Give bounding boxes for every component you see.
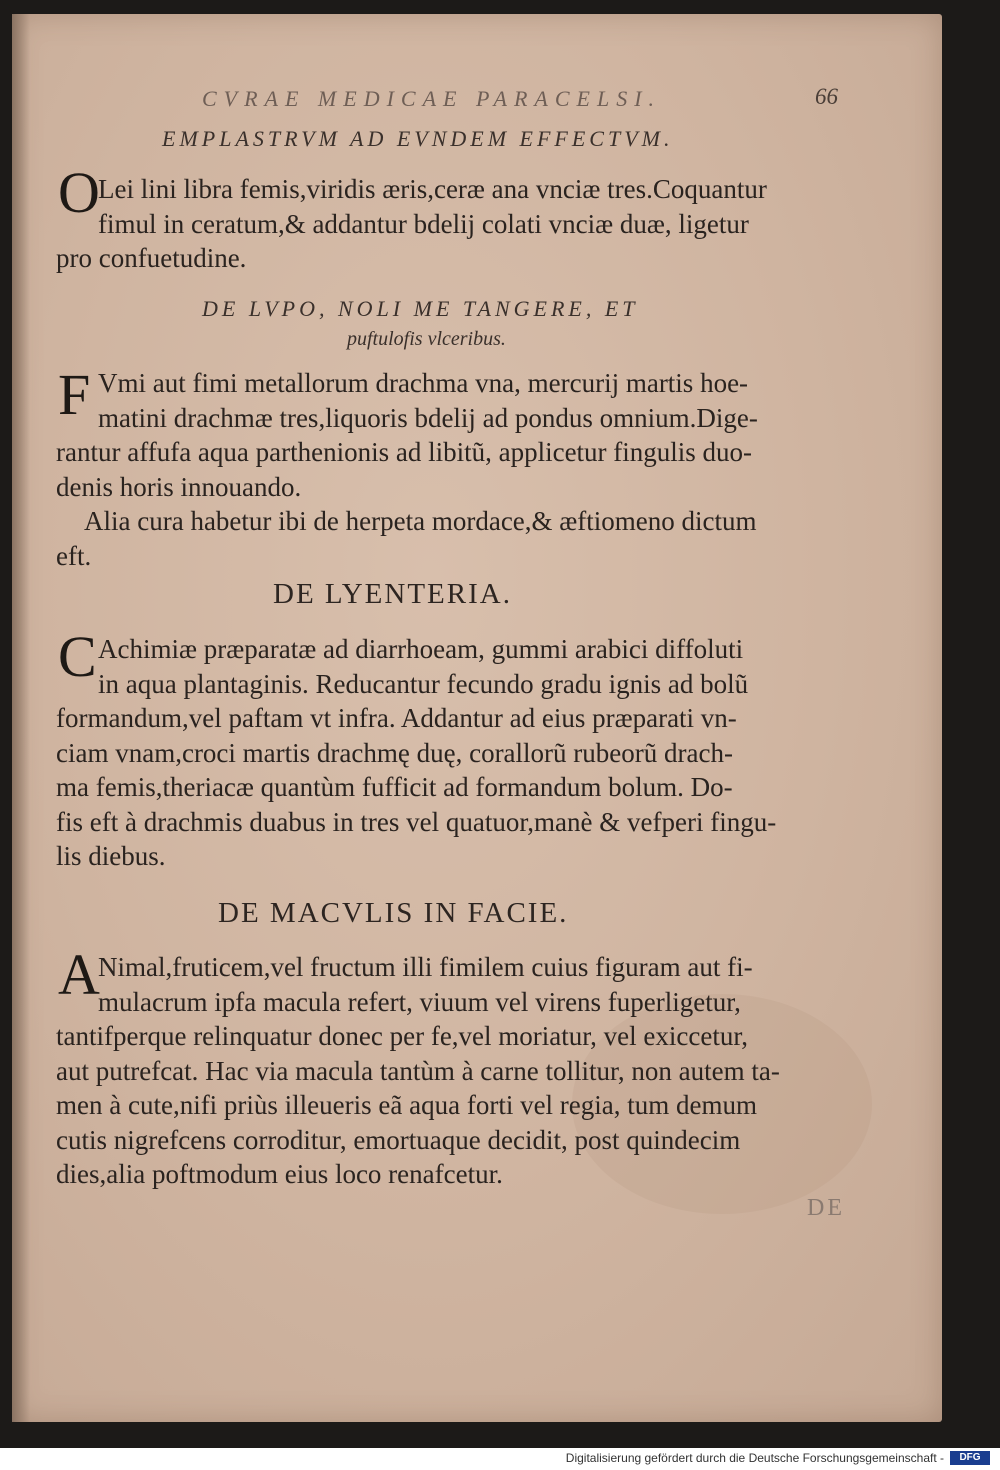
- drop-cap-a: A: [58, 942, 100, 1007]
- text-line: Alia cura habetur ibi de herpeta mordace,& æftiomeno dictum: [84, 506, 757, 536]
- drop-cap-f: F: [58, 362, 91, 427]
- text-line: Lei lini libra femis,viridis æris,ceræ ana vnciæ tres.Coquantur: [98, 174, 767, 204]
- text-line: eft.: [56, 540, 92, 571]
- text-line: mulacrum ipfa macula refert, viuum vel virens fuperligetur,: [98, 986, 741, 1017]
- text-line: rantur affufa aqua parthenionis ad libitũ, applicetur fingulis duo-: [56, 437, 753, 467]
- text-line: aut putrefcat. Hac via macula tantùm à carne tollitur, non autem ta-: [56, 1055, 780, 1086]
- section-title-lyenteria: DE LYENTERIA.: [273, 578, 512, 610]
- text-line: lis diebus.: [56, 841, 166, 871]
- section-title-emplastrum: EMPLASTRVM AD EVNDEM EFFECTVM.: [162, 126, 674, 151]
- running-head: CVRAE MEDICAE PARACELSI.: [202, 86, 662, 111]
- section-title-maculis: DE MACVLIS IN FACIE.: [218, 897, 569, 929]
- text-line: denis horis innouando.: [56, 471, 302, 502]
- text-line: ciam vnam,croci martis drachmę duę, corallorũ rubeorũ drach-: [56, 737, 733, 768]
- catchword: DE: [807, 1195, 845, 1221]
- text-line: cutis nigrefcens corroditur, emortuaque decidit, post quindecim: [56, 1124, 741, 1155]
- book-page: [12, 14, 942, 1422]
- text-line: dies,alia poftmodum eius loco renafcetur.: [56, 1159, 503, 1189]
- page-number: 66: [815, 84, 838, 109]
- text-line: in aqua plantaginis. Reducantur fecundo gradu ignis ad bolũ: [98, 668, 749, 699]
- section-body-lyenteria: [56, 632, 846, 874]
- text-line: formandum,vel paftam vt infra. Addantur ad eius præparati vn-: [56, 703, 737, 733]
- section-body-lupo: [56, 362, 846, 573]
- text-line: ma femis,theriacæ quantùm fufficit ad formandum bolum. Do-: [56, 772, 733, 802]
- text-line: men à cute,nifi priùs illeueris eã aqua forti vel regia, tum demum: [56, 1090, 758, 1120]
- text-line: pro confuetudine.: [56, 243, 247, 273]
- text-line: tantifperque relinquatur donec per fe,vel moriatur, vel exiccetur,: [56, 1021, 749, 1051]
- drop-cap-o: O: [58, 160, 100, 225]
- text-line: Nimal,fruticem,vel fructum illi fimilem cuius figuram aut fi-: [98, 952, 753, 982]
- text-line: fimul in ceratum,& addantur bdelij colati vnciæ duæ, ligetur: [98, 208, 749, 239]
- text-line: fis eft à drachmis duabus in tres vel quatuor,manè & vefperi fingu-: [56, 806, 777, 837]
- section-body-emplastrum: [56, 172, 846, 276]
- page-gutter: [12, 14, 30, 1422]
- text-line: Achimiæ præparatæ ad diarrhoeam, gummi arabici diffoluti: [98, 634, 744, 664]
- funding-notice: Digitalisierung gefördert durch die Deutsche Forschungsgemeinschaft -: [565, 1451, 944, 1465]
- section-title-lupo: DE LVPO, NOLI ME TANGERE, ET: [202, 296, 639, 321]
- drop-cap-c: C: [58, 624, 97, 689]
- text-line: matini drachmæ tres,liquoris bdelij ad pondus omnium.Dige-: [98, 402, 758, 433]
- section-body-maculis: [56, 950, 846, 1192]
- section-subtitle-lupo: puftulofis vlceribus.: [347, 328, 506, 350]
- text-line: Vmi aut fimi metallorum drachma vna, mercurij martis hoe-: [98, 368, 749, 398]
- dfg-logo: DFG: [950, 1451, 990, 1465]
